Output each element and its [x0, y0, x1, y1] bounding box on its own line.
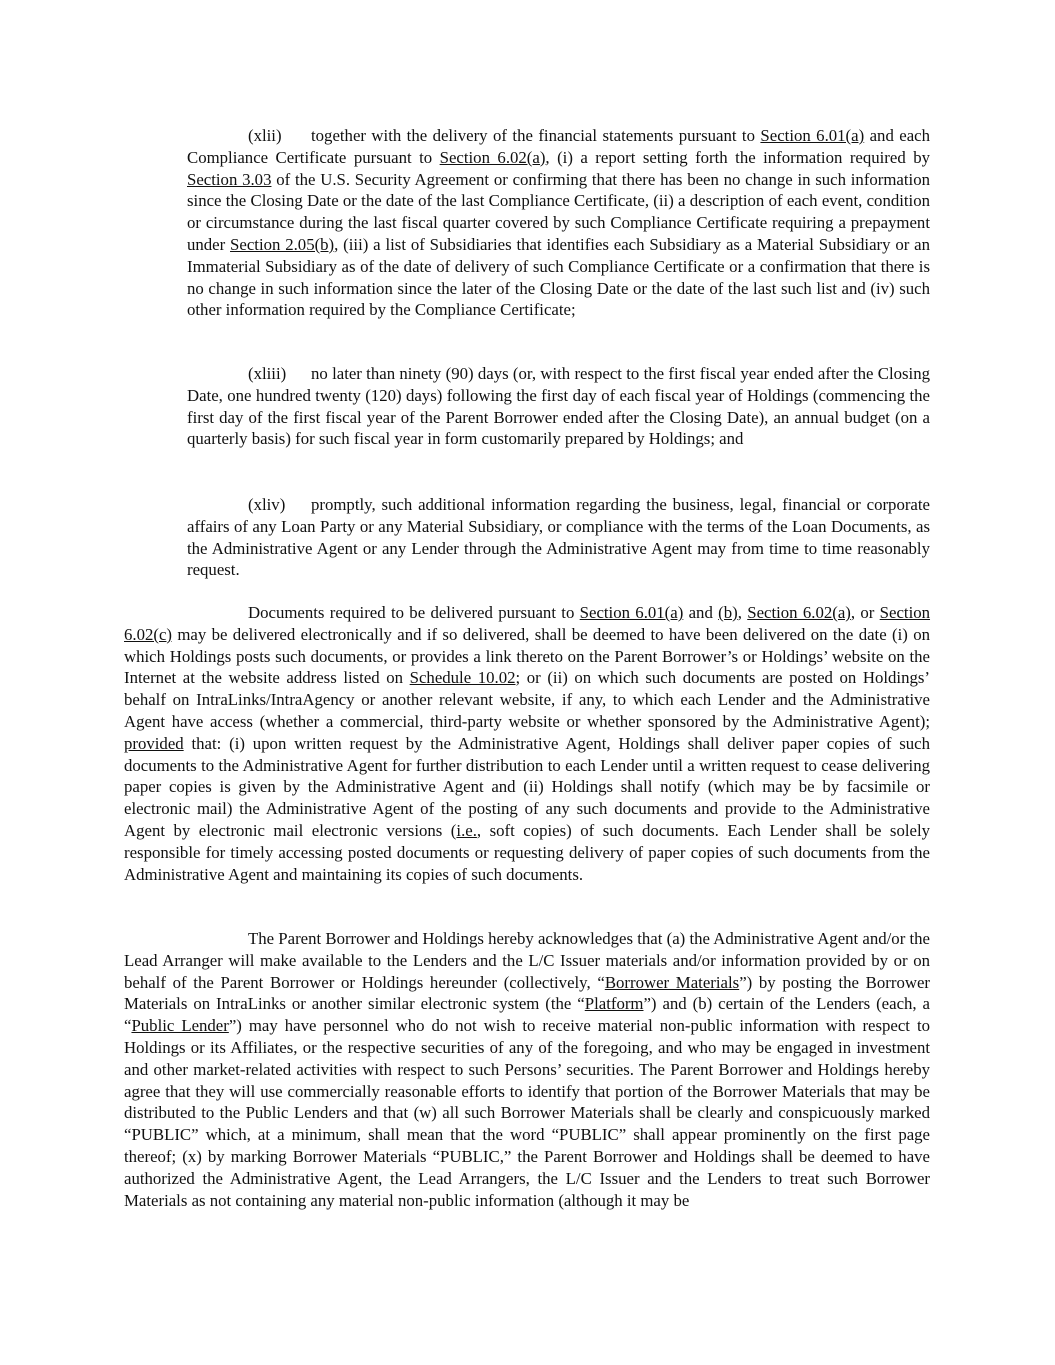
- section-reference: Section 6.01(a): [579, 603, 684, 622]
- defined-term: Platform: [584, 994, 644, 1014]
- section-reference: Section 3.03: [187, 169, 272, 189]
- section-reference: Section 2.05(b): [230, 234, 335, 254]
- section-reference: Section 6.02(a): [439, 147, 546, 167]
- clause-number: (xlii): [248, 126, 282, 145]
- clause-number: (xliv): [248, 495, 286, 514]
- defined-term: provided: [124, 733, 184, 753]
- borrower-materials-paragraph: The Parent Borrower and Holdings hereby acknowledges that (a) the Administrative Agent and/or the Lead Arranger will make available to the Lenders and the L/C Issuer materials and/or information provided by or on behalf of the Parent Borrower or Holdings hereunder (collectively, “Borrower Materials”) by posting the Borrower Materials on IntraLinks or another similar electronic system (the “Platform”) and (b) certain of the Lenders (each, a “Public Lender”) may have personnel who do not wish to receive material non-public information with respect to Holdings or its Affiliates, or the respective securities of any of the foregoing, and who may be engaged in investment and other market-related activities with respect to such Persons’ securities. The Parent Borrower and Holdings hereby agree that they will use commercially reasonable efforts to identify that portion of the Borrower Materials that may be distributed to the Public Lenders and that (w) all such Borrower Materials shall be clearly and conspicuously marked “PUBLIC” which, at a minimum, shall mean that the word “PUBLIC” shall appear prominently on the first page thereof; (x) by marking Borrower Materials “PUBLIC,” the Parent Borrower and Holdings shall be deemed to have authorized the Administrative Agent, the Lead Arrangers, the L/C Issuer and the Lenders to treat such Borrower Materials as not containing any material non-public information (although it may be: [124, 929, 930, 1210]
- documents-delivery-paragraph: Documents required to be delivered pursuant to Section 6.01(a) and (b), Section 6.02(a), or Section 6.02(c) may be delivered electronically and if so delivered, shall be deemed to have been delivered on the date (i) on which Holdings posts such documents, or provides a link thereto on the Parent Borrower’s or Holdings’ website on the Internet at the website address listed on Schedule 10.02; or (ii) on which such documents are posted on Holdings’ behalf on IntraLinks/IntraAgency or another relevant website, if any, to which each Lender and the Administrative Agent have access (whether a commercial, third-party website or whether sponsored by the Administrative Agent); provided that: (i) upon written request by the Administrative Agent, Holdings shall deliver paper copies of such documents to the Administrative Agent for further distribution to each Lender until a written request to cease delivering paper copies is given by the Administrative Agent and (ii) Holdings shall notify (which may be by facsimile or electronic mail) the Administrative Agent of the posting of any such documents and provide to the Administrative Agent by electronic mail electronic versions (i.e., soft copies) of such documents. Each Lender shall be solely responsible for timely accessing posted documents or requesting delivery of paper copies of such documents from the Administrative Agent and maintaining its copies of such documents.: [124, 603, 931, 884]
- section-reference: Section 6.02(a): [747, 603, 851, 622]
- defined-term: Public Lender: [131, 1016, 229, 1036]
- clause-xliv: (xliv) promptly, such additional information regarding the business, legal, financial or corporate affairs of any Loan Party or any Material Subsidiary, or compliance with the terms of the Loan Documents, as the Administrative Agent or any Lender through the Administrative Agent may from time to time reasonably request.: [187, 495, 930, 580]
- clause-xlii: (xlii) together with the delivery of the financial statements pursuant to Section 6.01(a) and each Compliance Certificate pursuant to Section 6.02(a), (i) a report setting forth the information required by Section 3.03 of the U.S. Security Agreement or confirming that there has been no change in such information since the Closing Date or the date of the last Compliance Certificate, (ii) a description of each event, condition or circumstance during the last fiscal quarter covered by such Compliance Certificate requiring a prepayment under Section 2.05(b), (iii) a list of Subsidiaries that identifies each Subsidiary as a Material Subsidiary or an Immaterial Subsidiary as of the date of delivery of such Compliance Certificate or a confirmation that there is no change in such information since the later of the Closing Date or the date of the last such list and (iv) such other information required by the Compliance Certificate;: [187, 126, 931, 320]
- section-reference: (b): [718, 603, 738, 622]
- section-reference: Section 6.01(a): [760, 126, 865, 145]
- defined-term: i.e.: [456, 820, 477, 840]
- clause-xliii: (xliii) no later than ninety (90) days (or, with respect to the first fiscal year ended after the Closing Date, one hundred twenty (120) days) following the first day of each fiscal year of Holdings (commencing the first day of the first fiscal year of the Parent Borrower ended after the Closing Date), an annual budget (on a quarterly basis) for such fiscal year in form customarily prepared by Holdings; and: [187, 364, 930, 449]
- section-reference: Section 6.02(c): [124, 603, 931, 644]
- schedule-reference: Schedule 10.02: [409, 668, 516, 688]
- defined-term: Borrower Materials: [604, 972, 740, 992]
- clause-number: (xliii): [248, 364, 287, 383]
